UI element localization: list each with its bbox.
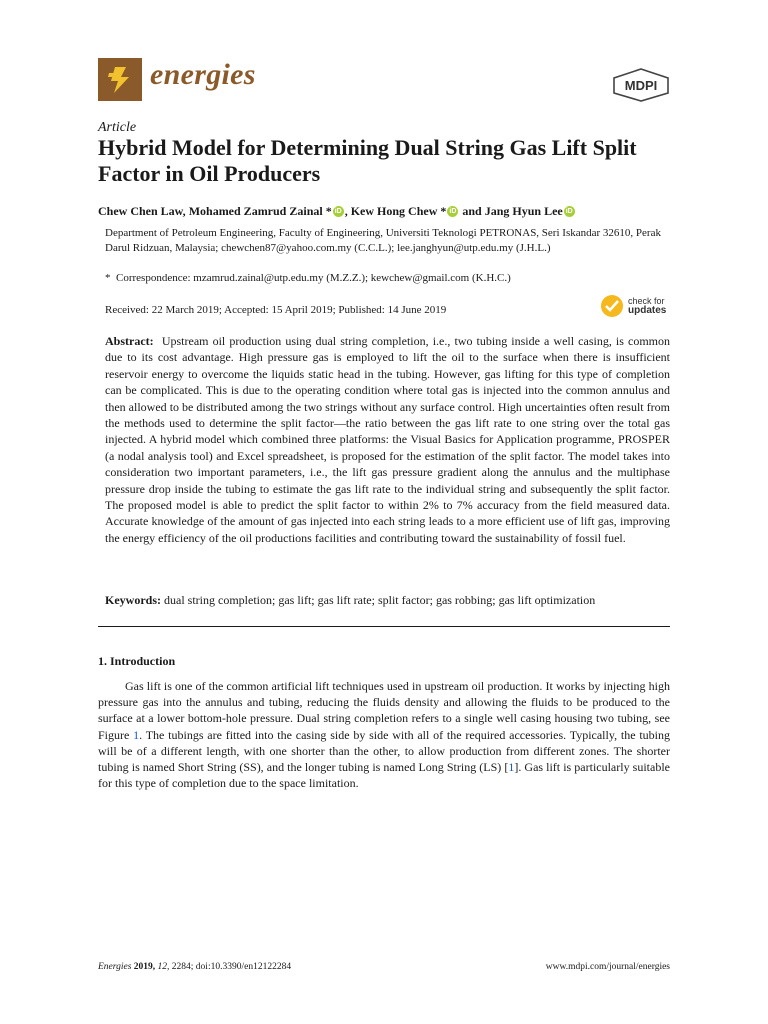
article-title: Hybrid Model for Determining Dual String Gas Lift Split Factor in Oil Producers <box>98 135 637 186</box>
orcid-icon[interactable]: iD <box>449 208 457 215</box>
check-updates-line1: check for <box>628 296 665 306</box>
orcid-icon[interactable]: iD <box>334 208 342 215</box>
check-updates-line2: updates <box>628 305 667 316</box>
abstract-label: Abstract: <box>105 334 154 348</box>
article-type: Article <box>98 120 137 135</box>
orcid-icon[interactable]: iD <box>565 208 573 215</box>
author-name: , Kew Hong Chew * <box>344 204 447 218</box>
check-for-updates-badge[interactable] <box>600 292 680 320</box>
intro-text-part1: Gas lift is one of the common artificial lift techniques used in upstream oil production. It works by injecting high pressure gas into the annulus and tubing, reducing the fluids density and allowing the fluids to be produced to the surface at a lower bottom-hole pressure. Dual string completion refers to a single well casing housing two tubing, see Figure <box>98 679 670 742</box>
journal-logo <box>98 58 142 101</box>
footer-citation <box>98 962 291 972</box>
lightning-icon <box>106 65 134 95</box>
footer-volume: 12, <box>157 962 170 972</box>
check-updates-icon <box>600 294 624 318</box>
footer-year: 2019, <box>133 962 156 972</box>
abstract <box>105 333 670 546</box>
correspondence <box>105 271 665 286</box>
footer-doi: 2284; doi:10.3390/en12122284 <box>171 962 292 972</box>
author-name: and Jang Hyun Lee <box>462 204 563 218</box>
footer-url[interactable]: www.mdpi.com/journal/energies <box>545 962 670 972</box>
publisher-name: MDPI <box>624 78 658 93</box>
journal-name: energies <box>150 58 256 91</box>
citation-link[interactable]: 1 <box>508 760 515 775</box>
correspondence-marker: * <box>105 272 111 284</box>
publisher-logo-icon <box>612 68 670 102</box>
author-list <box>98 204 678 219</box>
keywords-text: dual string completion; gas lift; gas lift rate; split factor; gas robbing; gas lift optimization <box>164 593 596 607</box>
correspondence-text: Correspondence: mzamrud.zainal@utp.edu.my (M.Z.Z.); kewchew@gmail.com (K.H.C.) <box>116 272 511 284</box>
author-name: Mohamed Zamrud Zainal * <box>188 204 332 218</box>
intro-paragraph <box>98 678 670 791</box>
publication-dates: Received: 22 March 2019; Accepted: 15 April 2019; Published: 14 June 2019 <box>105 304 447 316</box>
keywords-label: Keywords: <box>105 593 161 607</box>
figure-link[interactable]: 1 <box>133 727 140 742</box>
footer-journal: Energies <box>98 962 132 972</box>
author-name: Chew Chen Law, <box>98 204 186 218</box>
section-divider <box>98 626 670 627</box>
intro-text-part3: ]. Gas lift is particularly suitable for this type of completion due to the space limitation. <box>98 760 670 791</box>
affiliation: Department of Petroleum Engineering, Faculty of Engineering, Universiti Teknologi PETRONAS, Seri Iskandar 32610, Perak Darul Ridzuan, Malaysia; chewchen87@yahoo.com.my (C.C.L.); lee.janghyun@utp.edu.my (J.H.L.) <box>105 227 661 254</box>
keywords <box>105 592 670 608</box>
intro-text-part2: . The tubings are fitted into the casing side by side with all of the required accessories. Typically, the tubing will be of a different length, with one shorter than the other, to allow production from different zones. The shorter tubing is named Short String (SS), and the longer tubing is named Long String (LS) [ <box>98 727 670 775</box>
abstract-text: Upstream oil production using dual string completion, i.e., two tubing inside a well casing, is common due to its cost advantage. High pressure gas is employed to lift the oil to the surface when there is insufficient reservoir energy to overcome the liquids static head in the tubing. However, gas lifting for this type of completion can be complicated. This is due to the operating condition where total gas is injected into the common annulus and then allowed to be distributed among the two strings without any surface control. High uncertainties often result from the methods used to determine the split factor—the ratio between the gas lift rate to one string over the total gas injected. A hybrid model which combined three platforms: the Visual Basics for Application programme, PROSPER (a nodal analysis tool) and Excel spreadsheet, is proposed for the estimation of the split factor. The model takes into consideration two important parameters, i.e., the lift gas pressure gradient along the annulus and the multiphase pressure drop inside the tubing to estimate the gas lift rate to the individual string and subsequently the split factor. The proposed model is able to predict the split factor to within 2% to 7% accuracy from the field measured data. Accurate knowledge of the amount of gas injected into each string leads to a more efficient use of lift gas, improving the energy efficiency of the oil productions facilities and contributing toward the sustainability of fossil fuel. <box>105 334 670 545</box>
section-heading: 1. Introduction <box>98 654 176 668</box>
